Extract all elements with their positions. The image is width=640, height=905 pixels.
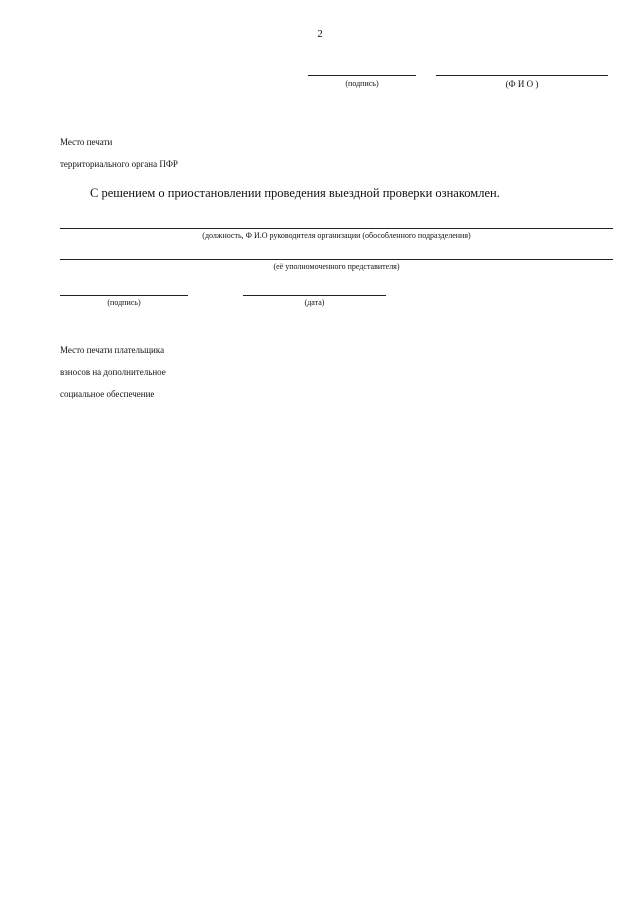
pfr-stamp-line-1: Место печати [60,137,113,147]
acknowledgement-notice: С решением о приостановлении проведения выездной проверки ознакомлен. [90,186,500,200]
payer-representative-line [60,259,613,260]
payer-stamp-line-2: взносов на дополнительное [60,367,166,377]
payer-date-caption: (дата) [304,298,325,307]
payer-date-line [243,295,386,296]
page-number: 2 [317,28,323,40]
payer-representative-caption: (её уполномоченного представителя) [273,262,400,271]
payer-stamp-line-3: социальное обеспечение [60,389,155,399]
payer-position-line [60,228,613,229]
payer-position-caption: (должность, Ф И.О руководителя организации (обособленного подразделения) [202,231,471,240]
payer-signature-line [60,295,188,296]
pfr-stamp-line-2: территориального органа ПФР [60,159,178,169]
pfr-signature-caption: (подпись) [345,79,379,88]
pfr-name-caption: (Ф И О ) [505,79,539,89]
pfr-stamp-place [60,126,178,181]
pfr-signature-line [308,75,416,76]
pfr-name-line [436,75,608,76]
payer-signature-caption: (подпись) [107,298,141,307]
payer-stamp-place [60,334,166,411]
payer-stamp-line-1: Место печати плательщика [60,345,165,355]
